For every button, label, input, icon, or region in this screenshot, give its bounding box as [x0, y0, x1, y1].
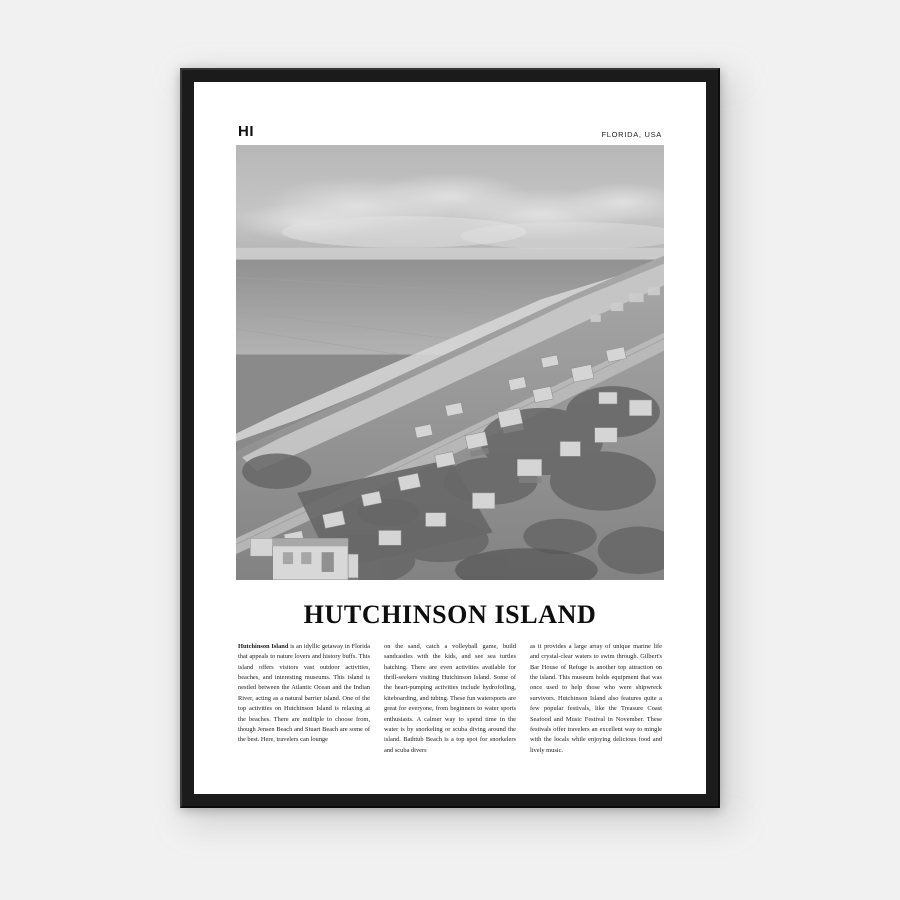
poster-region-label: FLORIDA, USA	[601, 129, 662, 139]
poster-sheet	[194, 82, 706, 794]
poster-photo	[236, 145, 664, 580]
poster-body-columns	[236, 642, 664, 756]
picture-frame	[180, 68, 720, 808]
aerial-coastline-illustration	[236, 145, 664, 580]
body-lead-in: Hutchinson Island	[238, 642, 289, 650]
poster-monogram: HI	[238, 123, 254, 140]
body-column-2: on the sand, catch a volleyball game, build sandcastles with the kids, and see sea turtles hatching. There are even activities available for thrill-seekers visiting Hutchinson Island. Some of the heart-pumping activities include hydrofoiling, kiteboarding, and tubing. These fun watersports are great for everyone, from beginners to water sports enthusiasts. A calmer way to spend time in the water is by snorkeling or scuba diving around the island. Bathtub Beach is a top spot for snorkelers and scuba divers	[384, 642, 516, 754]
poster-title: HUTCHINSON ISLAND	[303, 599, 597, 629]
body-column-1	[238, 642, 370, 756]
poster-header	[236, 124, 664, 145]
body-column-3: as it provides a large array of unique marine life and crystal-clear waters to swim through. Gilbert's Bar House of Refuge is another top attraction on the island. This museum holds equipment that was once used to help those who were shipwreck survivors. Hutchinson Island also features quite a few popular festivals, like the Treasure Coast Seafood and Music Festival in November. These festivals offer travelers an excellent way to mingle with the locals while enjoying delicious food and lively music.	[530, 642, 662, 754]
body-text-1: is an idyllic getaway in Florida that appeals to nature lovers and history buffs. This island offers visitors vast outdoor activities, beaches, and interesting museums. This island is nestled between the Atlantic Ocean and the Indian River, acting as a natural barrier island. One of the top activities on Hutchinson Island is relaxing at the beaches. There are multiple to choose from, though Jensen Beach and Stuart Beach are some of the best. Here, travelers can lounge	[238, 642, 370, 744]
